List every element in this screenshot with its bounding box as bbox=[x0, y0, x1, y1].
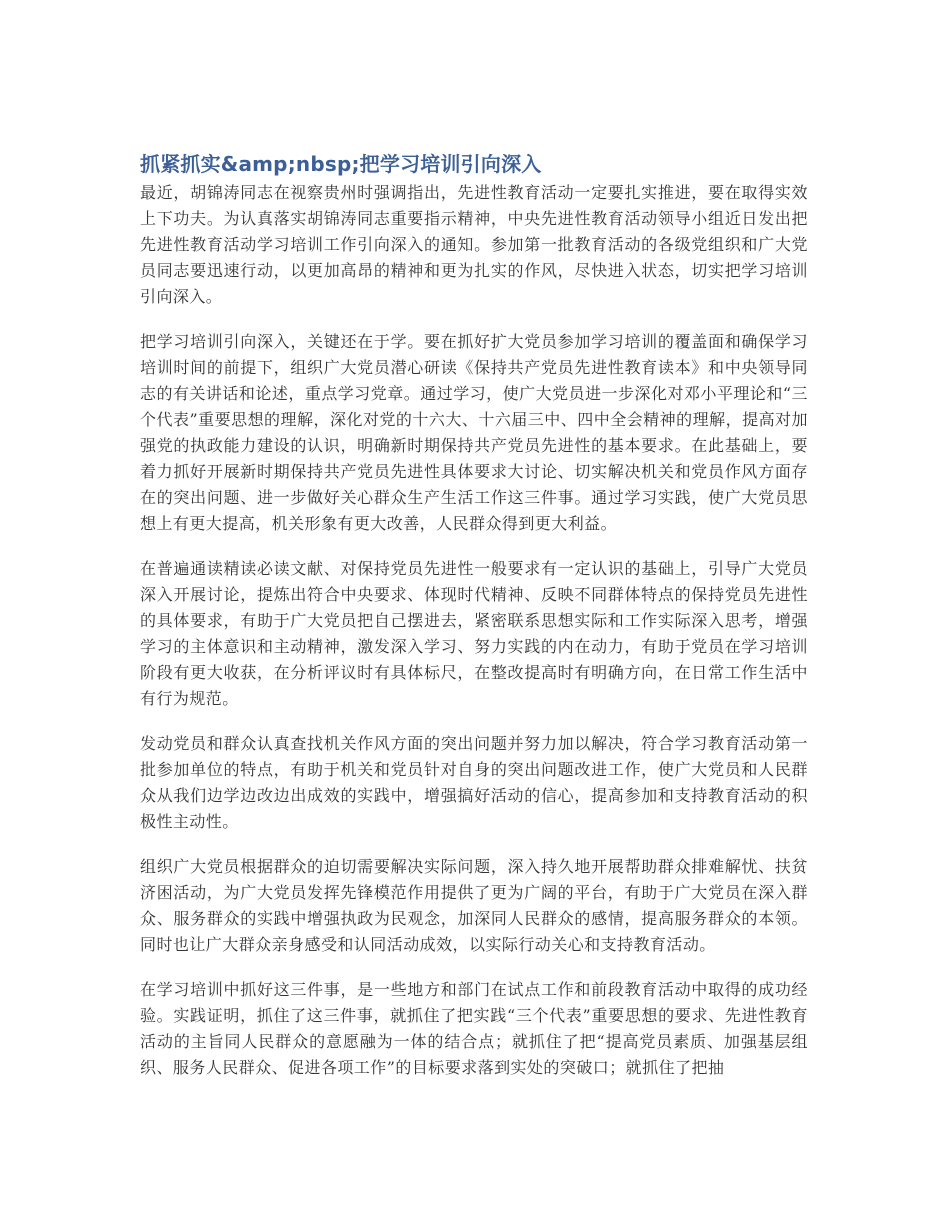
article-paragraph-3: 在普遍通读精读必读文献、对保持党员先进性一般要求有一定认识的基础上，引导广大党员深入开展讨论，提炼出符合中央要求、体现时代精神、反映不同群体特点的保持党员先进性的具体要求，有助于广大党员把自己摆进去，紧密联系思想实际和工作实际深入思考，增强学习的主体意识和主动精神，激发深入学习、努力实践的内在动力，有助于党员在学习培训阶段有更大收获，在分析评议时有具体标尺，在整改提高时有明确方向，在日常工作生活中有行为规范。 bbox=[140, 559, 808, 708]
article-paragraph-2: 把学习培训引向深入，关键还在于学。要在抓好扩大党员参加学习培训的覆盖面和确保学习培训时间的前提下，组织广大党员潜心研读《保持共产党员先进性教育读本》和中央领导同志的有关讲话和论述，重点学习党章。通过学习，使广大党员进一步深化对邓小平理论和“三个代表”重要思想的理解，深化对党的十六大、十六届三中、四中全会精神的理解，提高对加强党的执政能力建设的认识，明确新时期保持共产党员先进性的基本要求。在此基础上，要着力抓好开展新时期保持共产党员先进性具体要求大讨论、切实解决机关和党员作风方面存在的突出问题、进一步做好关心群众生产生活工作这三件事。通过学习实践，使广大党员思想上有更大提高，机关形象有更大改善，人民群众得到更大利益。 bbox=[140, 332, 808, 533]
article-paragraph-6: 在学习培训中抓好这三件事，是一些地方和部门在试点工作和前段教育活动中取得的成功经验。实践证明，抓住了这三件事，就抓住了把实践“三个代表”重要思想的要求、先进性教育活动的主旨同人民群众的意愿融为一体的结合点；就抓住了把“提高党员素质、加强基层组织、服务人民群众、促进各项工作”的目标要求落到实处的突破口；就抓住了把抽 bbox=[140, 980, 808, 1077]
article-paragraph-1: 最近，胡锦涛同志在视察贵州时强调指出，先进性教育活动一定要扎实推进，要在取得实效上下功夫。为认真落实胡锦涛同志重要指示精神，中央先进性教育活动领导小组近日发出把先进性教育活动学习培训工作引向深入的通知。参加第一批教育活动的各级党组织和广大党员同志要迅速行动，以更加高昂的精神和更为扎实的作风，尽快进入状态，切实把学习培训引向深入。 bbox=[140, 183, 808, 306]
article-paragraph-4: 发动党员和群众认真查找机关作风方面的突出问题并努力加以解决，符合学习教育活动第一批参加单位的特点，有助于机关和党员针对自身的突出问题改进工作，使广大党员和人民群众从我们边学边改边出成效的实践中，增强搞好活动的信心，提高参加和支持教育活动的积极性主动性。 bbox=[140, 734, 808, 831]
article-paragraph-5: 组织广大党员根据群众的迫切需要解决实际问题，深入持久地开展帮助群众排难解忧、扶贫济困活动，为广大党员发挥先锋模范作用提供了更为广阔的平台，有助于广大党员在深入群众、服务群众的实践中增强执政为民观念，加深同人民群众的感情，提高服务群众的本领。同时也让广大群众亲身感受和认同活动成效，以实际行动关心和支持教育活动。 bbox=[140, 857, 808, 954]
article-title: 抓紧抓实&amp;nbsp;把学习培训引向深入 bbox=[140, 152, 542, 176]
document-page bbox=[140, 150, 808, 1100]
